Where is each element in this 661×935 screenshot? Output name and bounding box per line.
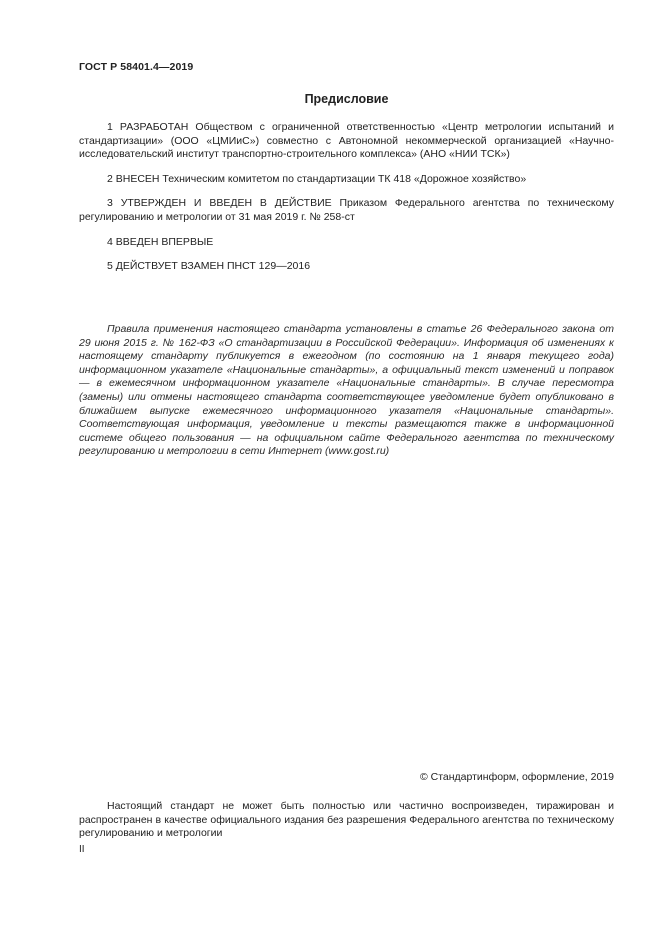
foreword-item-3: 3 УТВЕРЖДЕН И ВВЕДЕН В ДЕЙСТВИЕ Приказом Федерального агентства по техническому регулированию и метрологии от 31 мая 2019 г. № 258-ст bbox=[79, 197, 614, 223]
foreword-item-5: 5 ДЕЙСТВУЕТ ВЗАМЕН ПНСТ 129—2016 bbox=[107, 260, 311, 273]
page-title: Предисловие bbox=[304, 92, 389, 106]
foreword-item-2: 2 ВНЕСЕН Техническим комитетом по стандартизации ТК 418 «Дорожное хозяйство» bbox=[107, 172, 527, 185]
application-notice: Правила применения настоящего стандарта установлены в статье 26 Федерального закона от 29 июня 2015 г. № 162-ФЗ «О стандартизации в Российской Федерации». Информация об изменениях к настоящему стандарту публикуется в ежегодном (по состоянию на 1 января текущего года) информационном указателе «Национальные стандарты», а официальный текст изменений и поправок — в ежемесячном информационном указателе «Национальные стандарты». В случае пересмотра (замены) или отмены настоящего стандарта соответствующее уведомление будет опубликовано в ближайшем выпуске ежемесячного информационного указателя «Национальные стандарты». Соответствующая информация, уведомление и тексты размещаются также в информационной системе общего пользования — на официальном сайте Федерального агентства по техническому регулированию и метрологии в сети Интернет (www.gost.ru) bbox=[79, 323, 614, 458]
foreword-item-4: 4 ВВЕДЕН ВПЕРВЫЕ bbox=[107, 235, 214, 248]
foreword-item-1: 1 РАЗРАБОТАН Обществом с ограниченной ответственностью «Центр метрологии испытаний и стандартизации» (ООО «ЦМИиС») совместно с Автономной некоммерческой организацией «Научно-исследовательский институт транспортно-строительного комплекса» (АНО «НИИ ТСК») bbox=[79, 121, 614, 161]
reproduction-rights: Настоящий стандарт не может быть полностью или частично воспроизведен, тиражирован и распространен в качестве официального издания без разрешения Федерального агентства по техническому регулированию и метрологии bbox=[79, 800, 614, 840]
foreword-items bbox=[79, 121, 614, 285]
page-number: II bbox=[79, 844, 85, 855]
standard-code-header: ГОСТ Р 58401.4—2019 bbox=[79, 61, 194, 73]
copyright-line: © Стандартинформ, оформление, 2019 bbox=[419, 771, 614, 783]
